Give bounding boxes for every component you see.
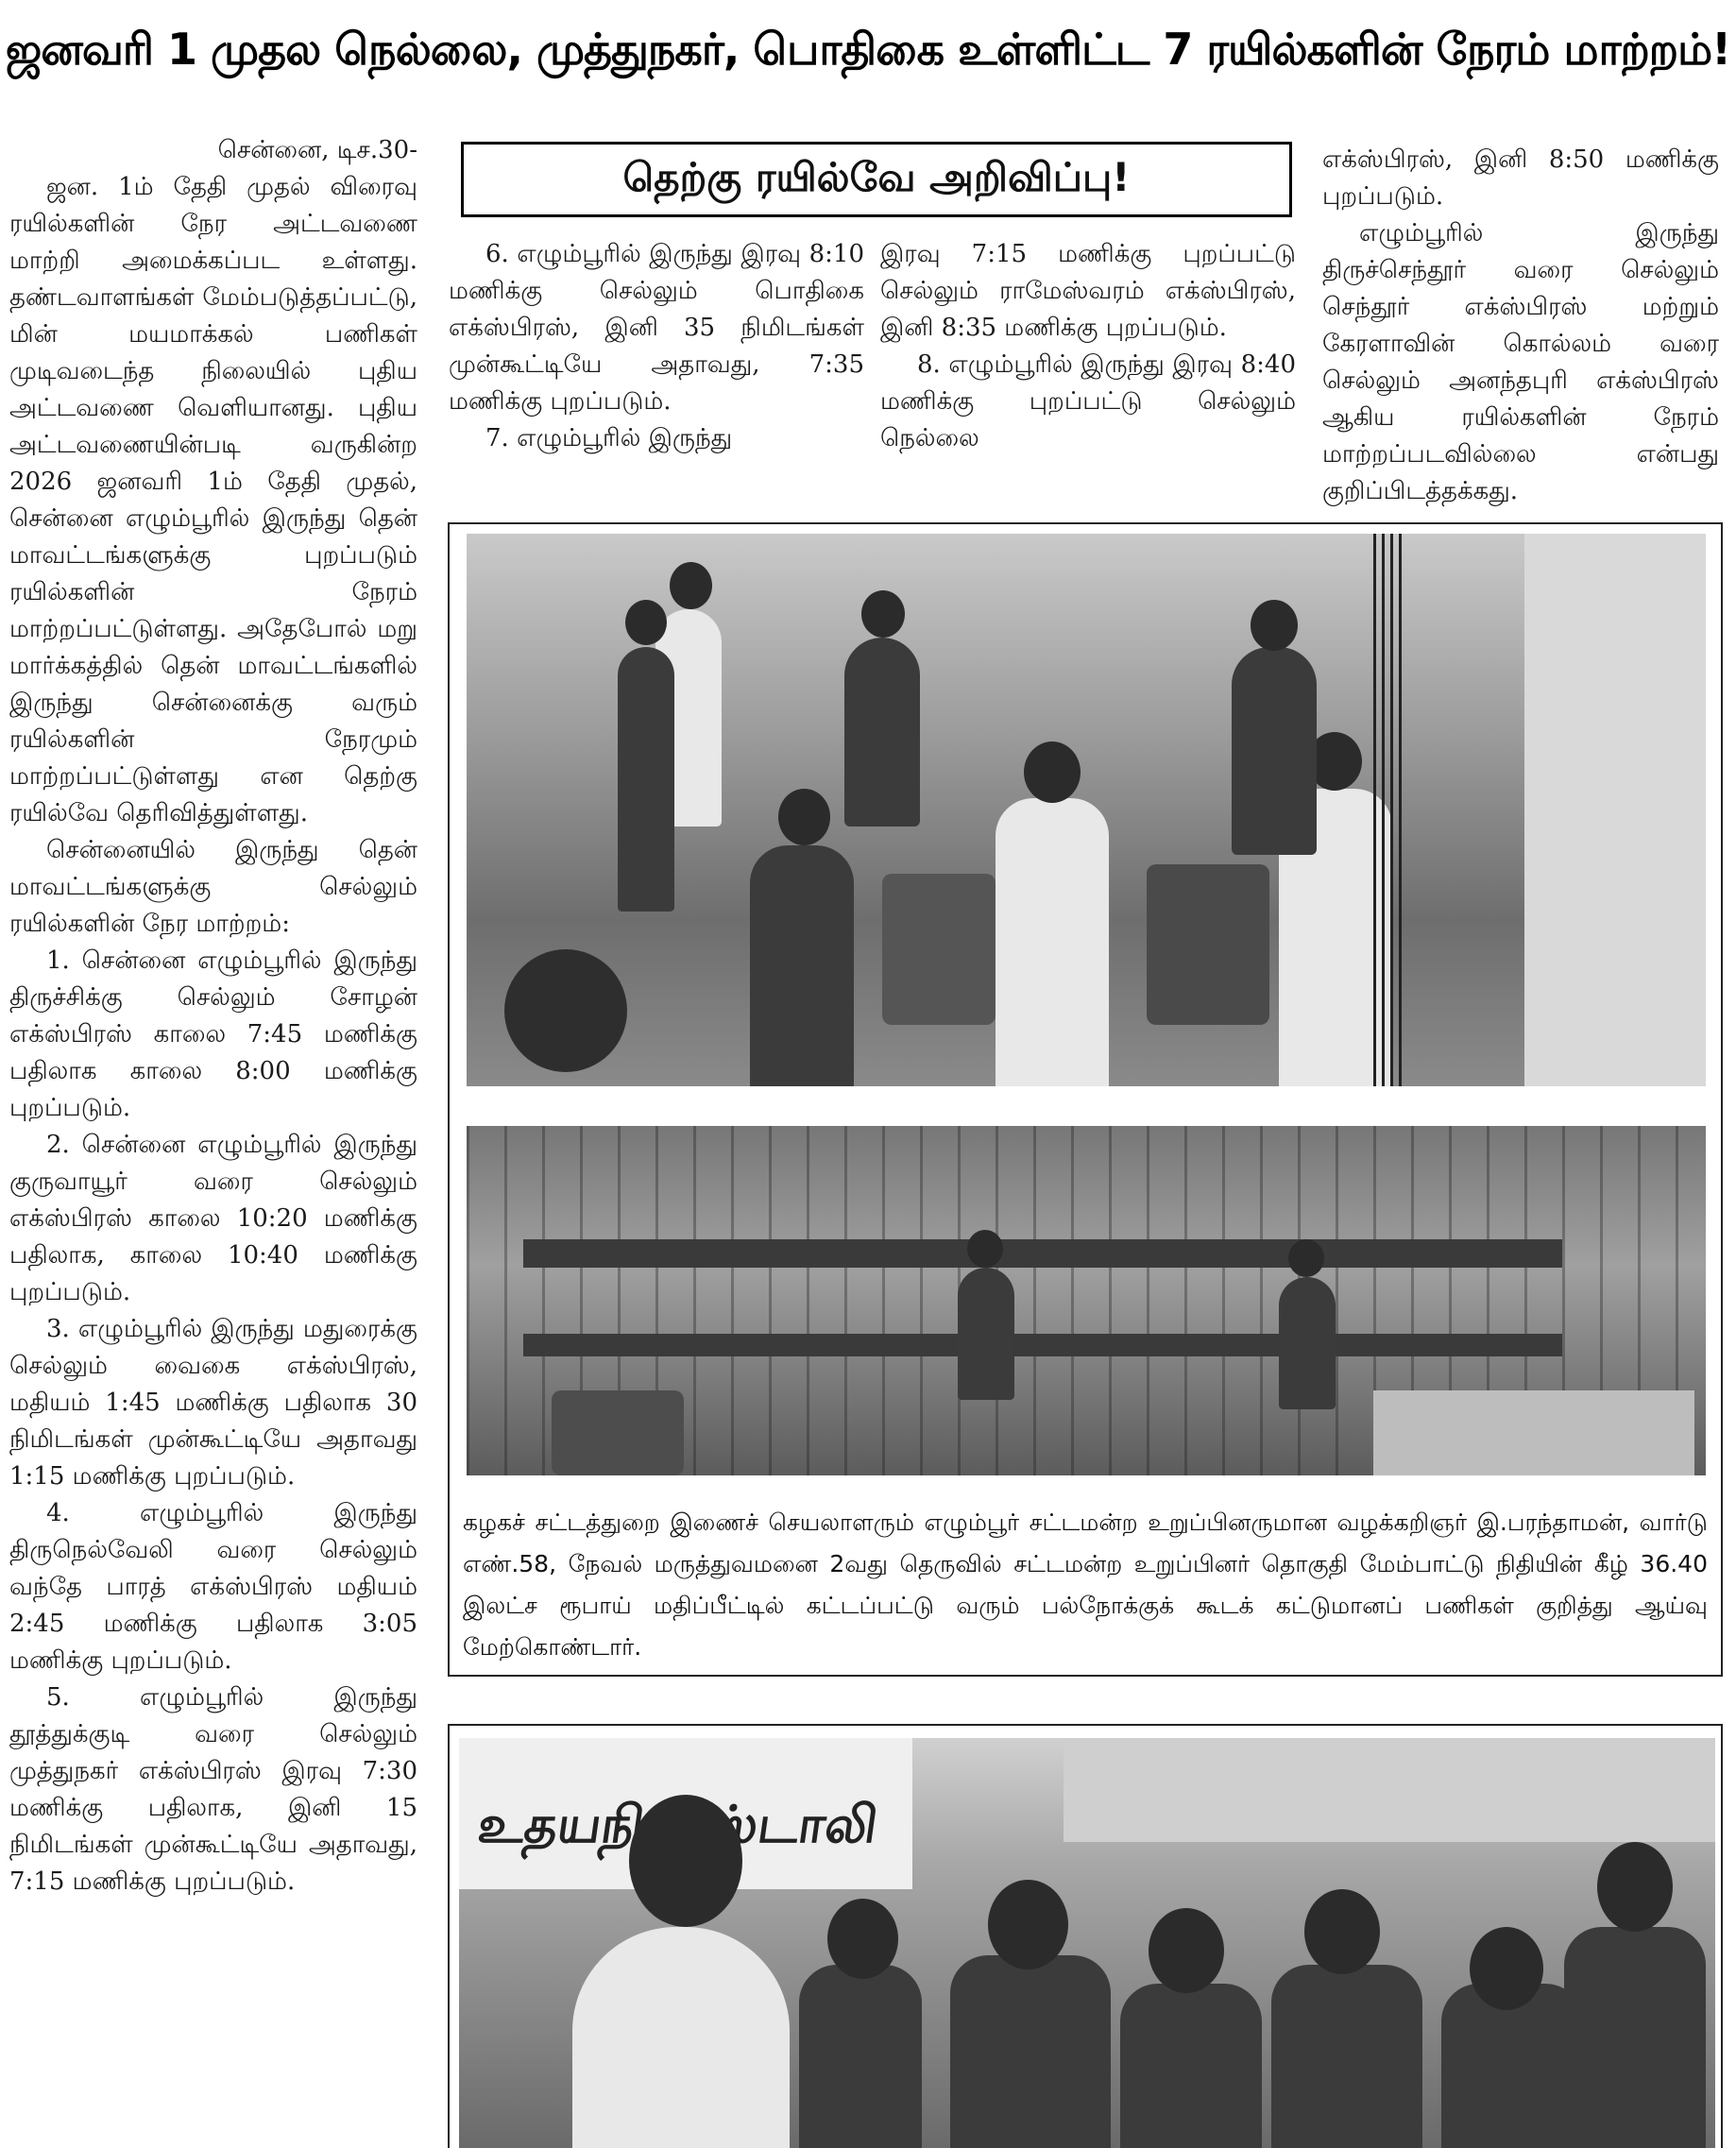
article-column-2	[449, 236, 864, 510]
article-paragraph: 1. சென்னை எழும்பூரில் இருந்து திருச்சிக்கு செல்லும் சோழன் எக்ஸ்பிரஸ் காலை 7:45 மணிக்கு பதிலாக காலை 8:00 மணிக்கு புறப்படும்.	[9, 946, 417, 1122]
dateline: சென்னை, டிச.30-	[217, 136, 417, 164]
construction-site-photo	[467, 1126, 1706, 1475]
article-paragraph: 6. எழும்பூரில் இருந்து இரவு 8:10 மணிக்கு செல்லும் பொதிகை எக்ஸ்பிரஸ், இனி 35 நிமிடங்கள் முன்கூட்டியே அதாவது, 7:35 மணிக்கு புறப்படும்.	[449, 240, 864, 416]
banner-text: உதயநிதி ஸ்டாலி	[474, 1795, 882, 1854]
event-photo	[459, 1738, 1715, 2148]
article-paragraph: 8. எழும்பூரில் இருந்து இரவு 8:40 மணிக்கு புறப்பட்டு செல்லும் நெல்லை	[880, 350, 1296, 452]
article-paragraph: 2. சென்னை எழும்பூரில் இருந்து குருவாயூர் வரை செல்லும் எக்ஸ்பிரஸ் காலை 10:20 மணிக்கு பதிலாக, காலை 10:40 மணிக்கு புறப்படும்.	[9, 1131, 417, 1306]
article-paragraph: எழும்பூரில் இருந்து திருச்செந்தூர் வரை செல்லும் செந்தூர் எக்ஸ்பிரஸ் மற்றும் கேரளாவின் கொல்லம் வரை செல்லும் அனந்தபுரி எக்ஸ்பிரஸ் ஆகிய ரயில்களின் நேரம் மாற்றப்படவில்லை என்பது குறிப்பிடத்தக்கது.	[1322, 219, 1719, 505]
article-paragraph: 3. எழும்பூரில் இருந்து மதுரைக்கு செல்லும் வைகை எக்ஸ்பிரஸ், மதியம் 1:45 மணிக்கு பதிலாக 30 நிமிடங்கள் முன்கூட்டியே அதாவது 1:15 மணிக்கு புறப்படும்.	[9, 1315, 417, 1491]
article-paragraph: 7. எழும்பூரில் இருந்து	[485, 424, 733, 452]
construction-inspection-photo	[467, 534, 1706, 1086]
article-paragraph: ஜன. 1ம் தேதி முதல் விரைவு ரயில்களின் நேர அட்டவணை மாற்றி அமைக்கப்பட உள்ளது. தண்டவாளங்கள் மேம்படுத்தப்பட்டு, மின் மயமாக்கல் பணிகள் முடிவடைந்த நிலையில் புதிய அட்டவணை வெளியானது. புதிய அட்டவணையின்படி வருகின்ற 2026 ஜனவரி 1ம் தேதி முதல், சென்னை எழும்பூரில் இருந்து தென் மாவட்டங்களுக்கு புறப்படும் ரயில்களின் நேரம் மாற்றப்பட்டுள்ளது. அதேபோல் மறு மார்க்கத்தில் தென் மாவட்டங்களில் இருந்து சென்னைக்கு வரும் ரயில்களின் நேரமும் மாற்றப்பட்டுள்ளது என தெற்கு ரயில்வே தெரிவித்துள்ளது.	[9, 173, 417, 827]
article-paragraph: இரவு 7:15 மணிக்கு புறப்பட்டு செல்லும் ராமேஸ்வரம் எக்ஸ்பிரஸ், இனி 8:35 மணிக்கு புறப்படும்.	[880, 240, 1296, 342]
article-paragraph: 4. எழும்பூரில் இருந்து திருநெல்வேலி வரை செல்லும் வந்தே பாரத் எக்ஸ்பிரஸ் மதியம் 2:45 மணிக்கு பதிலாக 3:05 மணிக்கு புறப்படும்.	[9, 1499, 417, 1675]
article-column-1	[9, 132, 417, 2148]
article-paragraph: 5. எழும்பூரில் இருந்து தூத்துக்குடி வரை செல்லும் முத்துநகர் எக்ஸ்பிரஸ் இரவு 7:30 மணிக்கு பதிலாக, இனி 15 நிமிடங்கள் முன்கூட்டியே அதாவது, 7:15 மணிக்கு புறப்படும்.	[9, 1683, 417, 1896]
article-column-3	[880, 236, 1296, 510]
article-column-4	[1322, 142, 1719, 510]
headline: ஜனவரி 1 முதல நெல்லை, முத்துநகர், பொதிகை உள்ளிட்ட 7 ரயில்களின் நேரம் மாற்றம்!	[5, 23, 1731, 75]
article-paragraph: எக்ஸ்பிரஸ், இனி 8:50 மணிக்கு புறப்படும்.	[1322, 145, 1719, 211]
article-paragraph: சென்னையில் இருந்து தென் மாவட்டங்களுக்கு செல்லும் ரயில்களின் நேர மாற்றம்:	[9, 836, 417, 938]
section-title-box: தெற்கு ரயில்வே அறிவிப்பு!	[461, 142, 1292, 217]
photo-caption: கழகச் சட்டத்துறை இணைச் செயலாளரும் எழும்பூர் சட்டமன்ற உறுப்பினருமான வழக்கறிஞர் இ.பரந்தாமன், வார்டு எண்.58, நேவல் மருத்துவமனை 2வது தெருவில் சட்டமன்ற உறுப்பினர் தொகுதி மேம்பாட்டு நிதியின் கீழ் 36.40 இலட்ச ரூபாய் மதிப்பீட்டில் கட்டப்பட்டு வரும் பல்நோக்குக் கூடக் கட்டுமானப் பணிகள் குறித்து ஆய்வு மேற்கொண்டார்.	[463, 1509, 1708, 1661]
